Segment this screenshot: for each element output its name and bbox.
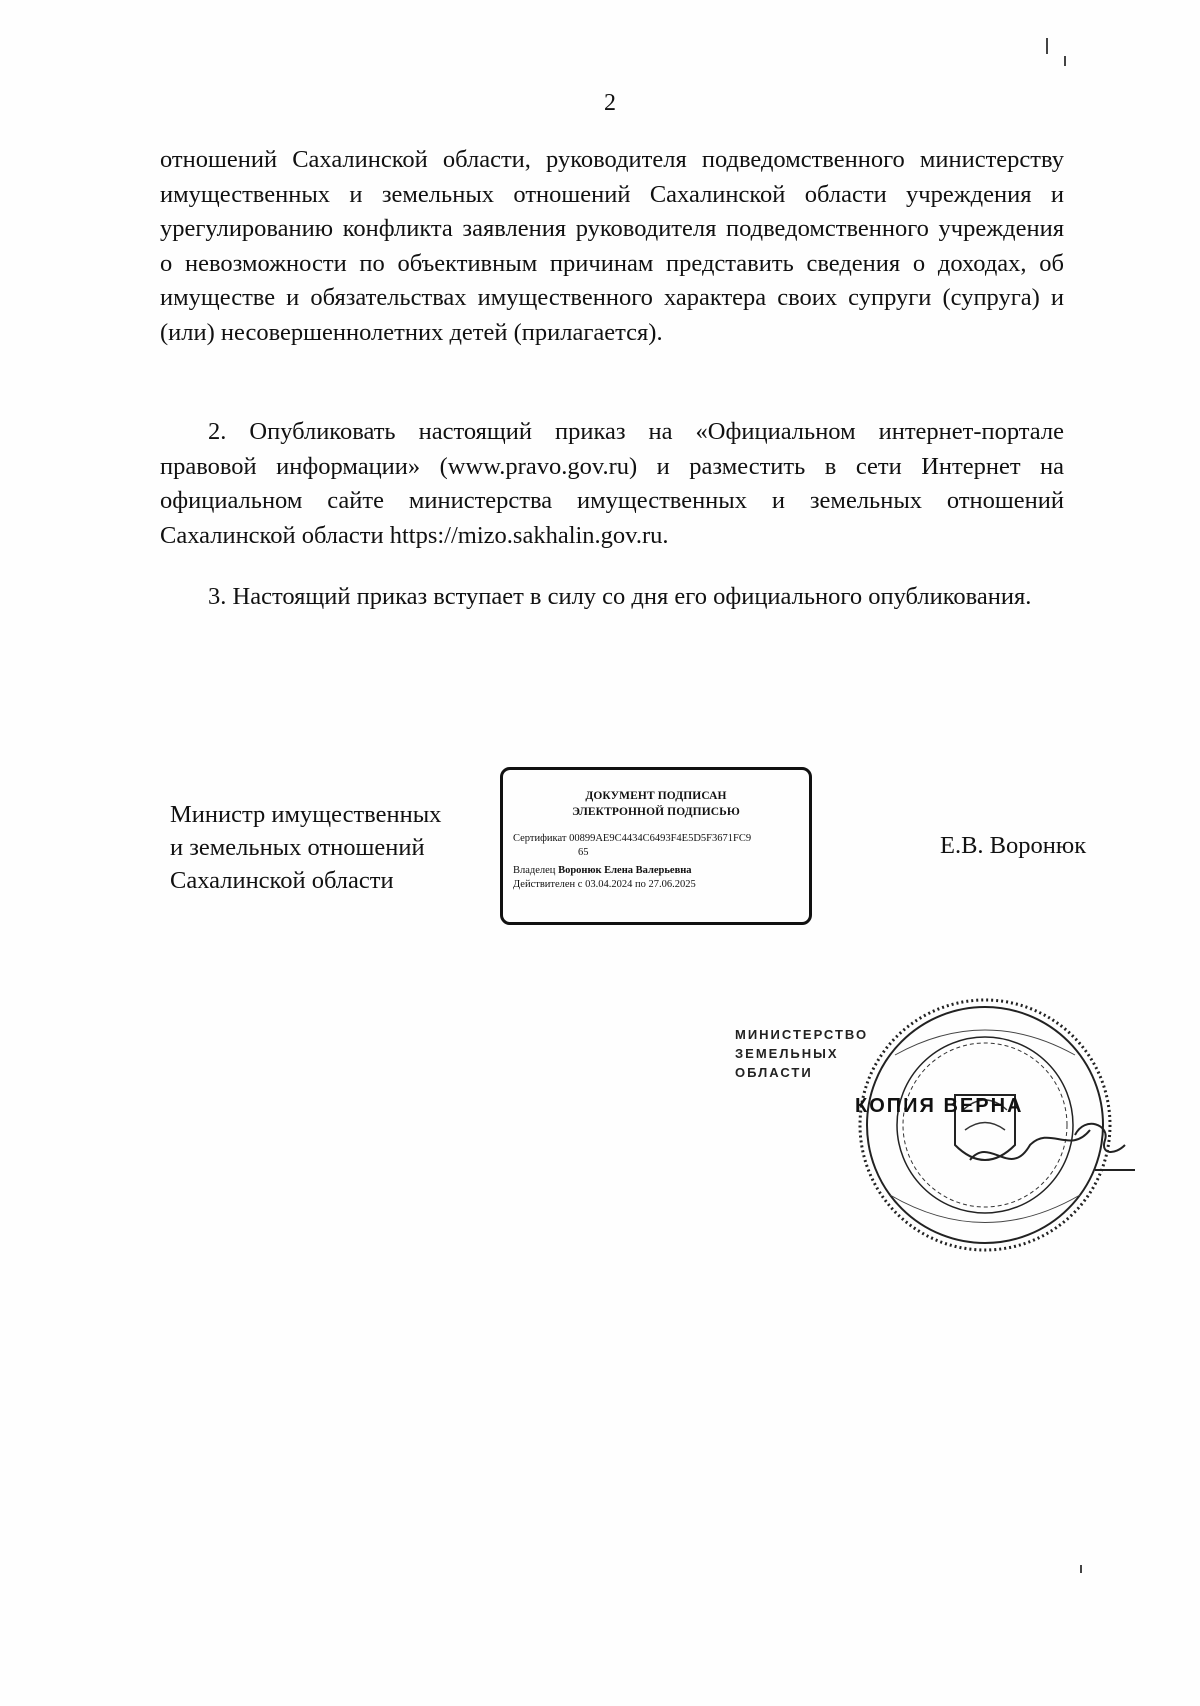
esign-title-line-2: ЭЛЕКТРОННОЙ ПОДПИСЬЮ (572, 806, 740, 818)
esign-owner (503, 864, 809, 878)
esign-cert-value: 00899AE9C4434C6493F4E5D5F3671FC9 (569, 833, 752, 844)
stamp-copy-certified: КОПИЯ ВЕРНА (855, 1095, 1024, 1117)
signer-name: Е.В. Воронюк (940, 832, 1087, 859)
paragraph-3: 3. Настоящий приказ вступает в силу со дня его официального опубликования. (208, 583, 1032, 610)
official-seal-stamp (735, 985, 1155, 1265)
page-number: 2 (604, 90, 616, 116)
esign-owner-value: Воронюк Елена Валерьевна (558, 865, 692, 876)
paragraph-1: отношений Сахалинской области, руководителя подведомственного министерству имущественных и земельных отношений Сахалинской области учреждения и урегулированию конфликта заявления руководителя подведомственного учреждения о невозможности по объективным причинам представить сведения о доходах, об имуществе и обязательствах имущественного характера своих супруги (супруга) и (или) несовершеннолетних детей (прилагается). (160, 146, 1064, 346)
esign-validity: Действителен с 03.04.2024 по 27.06.2025 (513, 879, 696, 890)
stamp-org-line-2: ЗЕМЕЛЬНЫХ (735, 1046, 839, 1061)
seal-icon (835, 985, 1145, 1265)
esign-cert-label: Сертификат (513, 833, 567, 844)
scan-mark (1064, 56, 1066, 66)
esign-certificate (503, 832, 809, 846)
signer-title-line-2: и земельных отношений (170, 834, 425, 861)
stamp-organization (735, 1025, 868, 1082)
scan-mark (1046, 38, 1048, 54)
signer-title-line-1: Министр имущественных (170, 801, 442, 828)
esign-title-line-1: ДОКУМЕНТ ПОДПИСАН (585, 790, 727, 802)
esign-owner-label: Владелец (513, 865, 556, 876)
stamp-org-line-3: ОБЛАСТИ (735, 1065, 813, 1080)
esign-cert-value-continued: 65 (578, 847, 589, 858)
scan-mark (1080, 1565, 1082, 1573)
electronic-signature-box (500, 767, 812, 925)
esign-title (503, 788, 809, 820)
signer-title-line-3: Сахалинской области (170, 867, 394, 894)
stamp-org-line-1: МИНИСТЕРСТВО (735, 1027, 869, 1042)
paragraph-2: 2. Опубликовать настоящий приказ на «Официальном интернет-портале правовой информации» (www.pravo.gov.ru) и разместить в сети Интернет на официальном сайте министерства имущественных и земельных отношений Сахалинской области https://mizo.sakhalin.gov.ru. (160, 418, 1064, 549)
signer-title (170, 798, 441, 897)
